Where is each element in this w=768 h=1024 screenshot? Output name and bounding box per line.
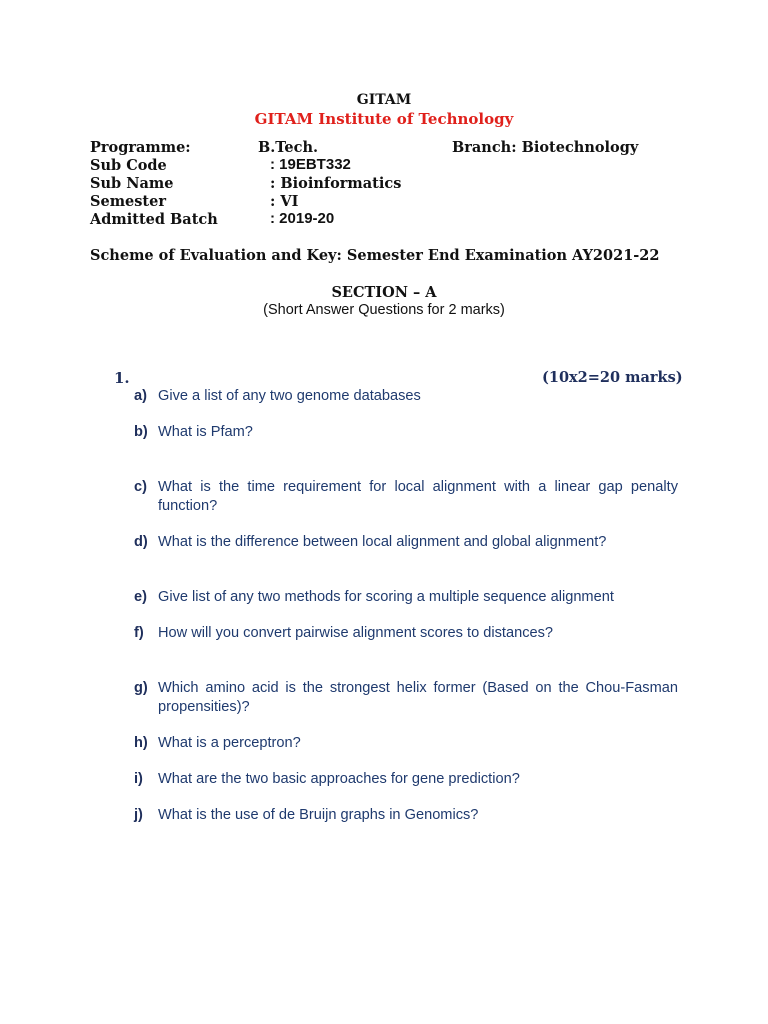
programme-value: B.Tech. [258,139,319,156]
item-text: What is the difference between local alignment and global alignment? [158,534,607,550]
item-text: Give a list of any two genome databases [158,388,421,404]
semester-value: : VI [270,193,299,210]
university-name: GITAM [356,92,412,108]
item-letter: c) [134,479,147,495]
batch-value: : 2019-20 [270,210,335,227]
section-title: SECTION – A [331,284,437,301]
section-subtitle: (Short Answer Questions for 2 marks) [263,302,505,318]
item-letter: i) [134,771,143,787]
question-number: 1. [114,369,130,387]
branch-text: Branch: Biotechnology [452,139,639,156]
list-item [134,533,678,552]
item-letter: b) [134,424,148,440]
item-text: What are the two basic approaches for gene prediction? [158,771,520,787]
item-text: What is a perceptron? [158,735,301,751]
list-item [134,734,678,753]
item-text: Which amino acid is the strongest helix former (Based on the Chou-Fasman propensities)? [158,680,678,715]
item-text: How will you convert pairwise alignment scores to distances? [158,625,554,641]
list-item [134,806,678,825]
semester-label: Semester [90,193,166,210]
list-item [134,679,678,716]
item-letter: d) [134,534,148,550]
subcode-value: : 19EBT332 [270,156,351,173]
subname-label: Sub Name [90,175,174,192]
item-text: What is the time requirement for local alignment with a linear gap penalty function? [158,479,678,514]
subname-value: : Bioinformatics [270,175,402,192]
item-letter: f) [134,625,144,641]
institute-name: GITAM Institute of Technology [254,110,514,128]
subcode-label: Sub Code [90,157,167,174]
item-text: What is the use of de Bruijn graphs in Genomics? [158,807,479,823]
list-item [134,624,678,643]
list-item [134,478,678,515]
list-item [134,770,678,789]
item-letter: a) [134,388,147,404]
scheme-heading: Scheme of Evaluation and Key: Semester End Examination AY2021-22 [90,247,660,264]
batch-label: Admitted Batch [90,211,218,228]
programme-label: Programme: [90,139,191,156]
item-letter: j) [134,807,143,823]
question-marks: (10x2=20 marks) [542,369,683,386]
list-item [134,423,678,442]
item-letter: e) [134,589,147,605]
item-text: Give list of any two methods for scoring a multiple sequence alignment [158,589,614,605]
list-item [134,588,678,607]
list-item [134,387,678,406]
item-text: What is Pfam? [158,424,253,440]
item-letter: g) [134,680,148,696]
item-letter: h) [134,735,148,751]
